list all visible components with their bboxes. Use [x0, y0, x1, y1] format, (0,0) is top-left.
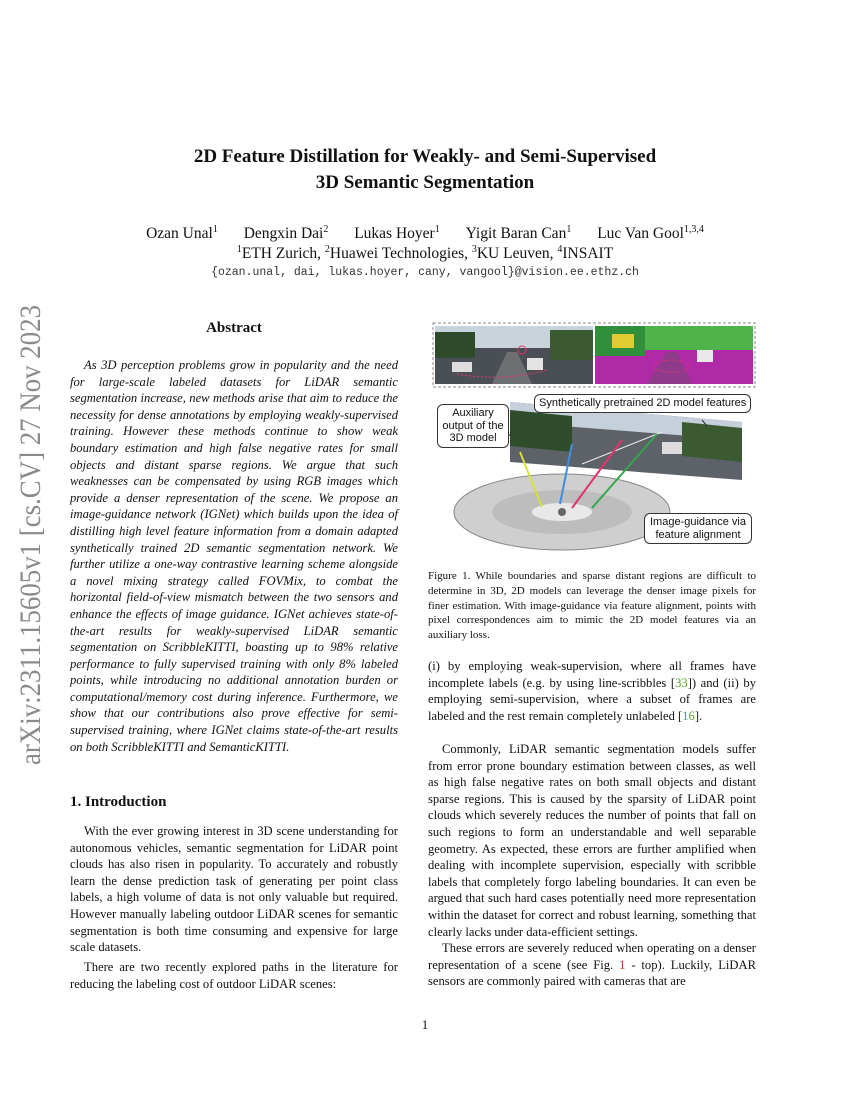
paper-title	[0, 144, 850, 196]
figure-1	[432, 322, 756, 558]
semantic-segmentation-image	[595, 326, 753, 384]
right-paragraph-1: (i) by employing weak-supervision, where all frames have incomplete labels (e.g. by using line-scribbles [33]) and (ii) by employing semi-supervision, where a subset of frames are labeled and the rest remain completely unlabeled [16].	[428, 659, 756, 723]
arxiv-identifier: arXiv:2311.15605v1 [cs.CV] 27 Nov 2023	[14, 300, 47, 765]
pretrained-features-label: Synthetically pretrained 2D model features	[534, 394, 751, 413]
aux-output-label: Auxiliary output of the 3D model	[437, 404, 509, 448]
citation-link[interactable]: 33	[675, 675, 688, 690]
rgb-street-image	[435, 326, 593, 384]
author: Lukas Hoyer$^1$	[354, 224, 440, 242]
introduction-heading: 1. Introduction	[70, 794, 167, 810]
abstract-text: As 3D perception problems grow in popularity and the need for large-scale labeled datasets for LiDAR semantic segmentation increase, new methods arise that aim to reduce the necessity for dense annotations by employing weakly-supervised training. However these methods continue to show weak boundary estimation and high false negative rates for small objects and distant sparse regions. We argue that such weaknesses can be compensated by using RGB images which provide a denser representation of the scene. We propose an image-guidance network (IGNet) which builds upon the idea of distilling high level feature information from a domain adapted synthetically trained 2D semantic segmentation network. We further utilize a one-way contrastive learning scheme alongside a novel mixing strategy called FOVMix, to combat the horizontal field-of-view mismatch between the two sensors and enhance the effects of image guidance. IGNet achieves state-of-the-art results for weakly-supervised LiDAR semantic segmentation on ScribbleKITTI, boasting up to 98% relative performance to fully supervised training with only 8% labeled points, while introducing no additional annotation burden or computational/memory cost during inference. Furthermore, we show that our contributions also prove effective for semi-supervised training, where IGNet claims state-of-the-art results on both ScribbleKITTI and SemanticKITTI.	[70, 358, 398, 754]
figure-caption: Figure 1. While boundaries and sparse distant regions are difficult to determine in 3D, 2D models can leverage the denser image pixels for finer estimation. With image-guidance via feature alignment, points with pixel correspondences aim to mimic the 2D model features via an auxiliary loss.	[428, 570, 756, 642]
author-emails: {ozan.unal, dai, lukas.hoyer, cany, vangool}@vision.ee.ethz.ch	[211, 266, 639, 279]
intro-paragraph-2: There are two recently explored paths in the literature for reducing the labeling cost of outdoor LiDAR scenes:	[70, 960, 398, 991]
author-list	[0, 224, 850, 244]
right-paragraph-3: These errors are severely reduced when operating on a denser representation of a scene (see Fig. 1 - top). Luckily, LiDAR sensors are commonly paired with cameras that are	[428, 941, 756, 989]
abstract-heading: Abstract	[206, 320, 262, 336]
author: Dengxin Dai$^2$	[243, 224, 329, 242]
author: Luc Van Gool$^{1,3,4}$	[597, 224, 704, 242]
figure-reference-link[interactable]: 1	[619, 957, 626, 972]
title-line-2: 3D Semantic Segmentation	[315, 172, 535, 193]
citation-link[interactable]: 16	[682, 708, 695, 723]
author: Yigit Baran Can$^1$	[465, 224, 572, 242]
intro-paragraph-1: With the ever growing interest in 3D scene understanding for autonomous vehicles, semantic segmentation for LiDAR point clouds has also risen in popularity. To accurately and robustly learn the dense prediction task of generating per point class labels, a high volume of data is not only valuable but required. However manually labeling outdoor LiDAR scenes for semantic segmentation is both time consuming and expensive for large scale datasets.	[70, 824, 398, 955]
arxiv-stamp	[8, 300, 50, 770]
author: Ozan Unal$^1$	[146, 224, 218, 242]
affiliations: $^1$ETH Zurich, $^2$Huawei Technologies, $^3$KU Leuven, $^4$INSAIT	[236, 244, 614, 262]
right-paragraph-2: Commonly, LiDAR semantic segmentation models suffer from error prone boundary estimation between classes, as well as high false negative rates on both small objects and distant sparse regions. This is caused by the sparsity of LiDAR point clouds which severely reduces the number of points that fall on such regions to form an understandable and well separable geometry. As expected, these errors are further amplified when dealing with incomplete supervision, especially with scribble labels that completely forgo labeling boundaries. It can even be argued that such hard cases potentially need more representation within the dataset for correct and robust learning, something that clearly lacks under data-efficient settings.	[428, 742, 756, 939]
lidar-point-cloud	[454, 474, 670, 550]
page-number: 1	[421, 1017, 429, 1032]
title-line-1: 2D Feature Distillation for Weakly- and Semi-Supervised	[193, 146, 657, 167]
image-guidance-label: Image-guidance via feature alignment	[644, 513, 752, 544]
